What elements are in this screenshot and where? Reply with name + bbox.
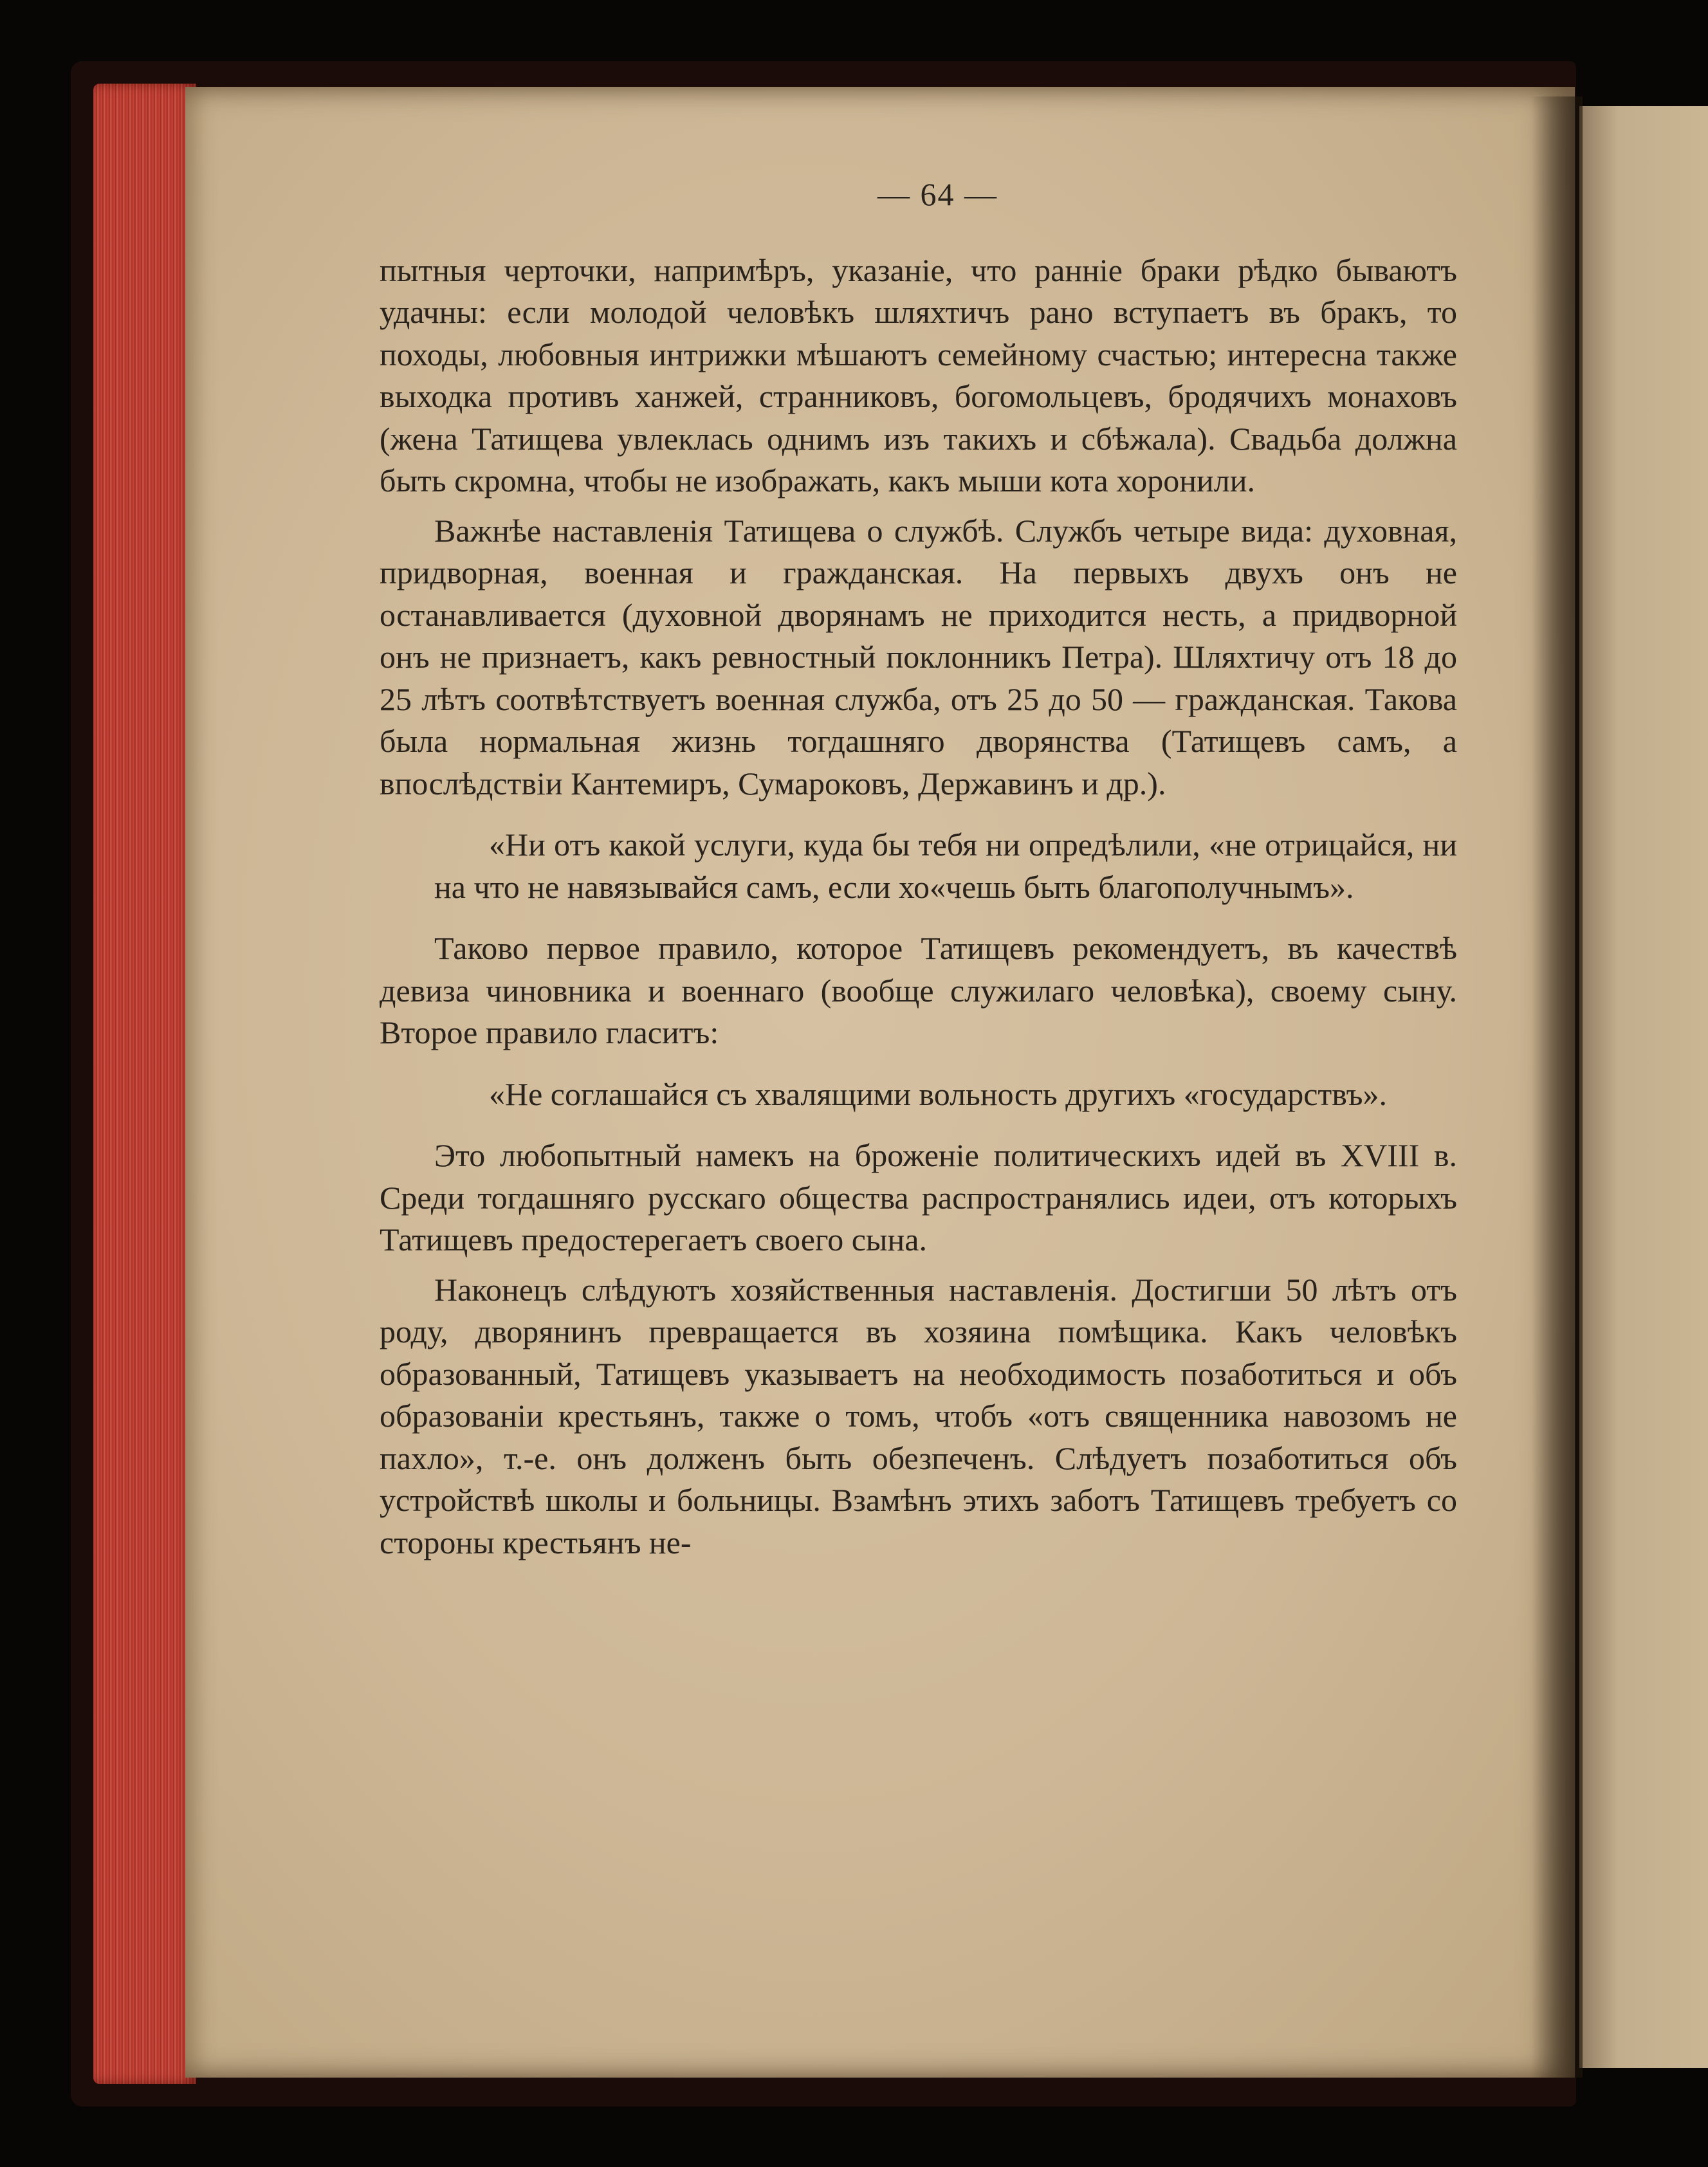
- paragraph: Наконецъ слѣдуютъ хозяйственныя наставленія. Достигши 50 лѣтъ отъ роду, дворянинъ превращается въ хозяина помѣщика. Какъ человѣкъ образованный, Татищевъ указываетъ на необходимость позаботиться и объ образованіи крестьянъ, также о томъ, чтобъ «отъ священника навозомъ не пахло», т.-е. онъ долженъ быть обезпеченъ. Слѣдуетъ позаботиться объ устройствѣ школы и больницы. Взамѣнъ этихъ заботъ Татищевъ требуетъ со стороны крестьянъ не-: [380, 1271, 1457, 1560]
- paragraph: Важнѣе наставленія Татищева о службѣ. Службъ четыре вида: духовная, придворная, военная и гражданская. На первыхъ двухъ онъ не останавливается (духовной дворянамъ не приходится несть, а придворной онъ не признаетъ, какъ ревностный поклонникъ Петра). Шляхтичу отъ 18 до 25 лѣтъ соотвѣтствуетъ военная служба, отъ 25 до 50 — гражданская. Такова была нормальная жизнь тогдашняго дворянства (Татищевъ самъ, а впослѣдствіи Кантемиръ, Сумароковъ, Державинъ и др.).: [380, 512, 1457, 801]
- page-number: — 64 —: [877, 176, 998, 212]
- facing-page: [1579, 106, 1708, 2068]
- block-quote: «Не соглашайся съ хвалящими вольность другихъ «государствъ».: [489, 1075, 1387, 1112]
- page-edges: [93, 84, 196, 2084]
- paragraph: Это любопытный намекъ на броженіе политическихъ идей въ XVIII в. Среди тогдашняго русскаго общества распространялись идеи, отъ которыхъ Татищевъ предостерегаетъ своего сына.: [380, 1137, 1457, 1257]
- gutter-shadow: [1531, 96, 1583, 2078]
- paragraph: Таково первое правило, которое Татищевъ рекомендуетъ, въ качествѣ девиза чиновника и военнаго (вообще служилаго человѣка), своему сыну. Второе правило гласитъ:: [380, 930, 1457, 1050]
- block-quote: «Ни отъ какой услуги, куда бы тебя ни опредѣлили, «не отрицайся, ни на что не навязывайся самъ, если хо«чешь быть благополучнымъ».: [434, 827, 1457, 905]
- paragraph: пытныя черточки, напримѣръ, указаніе, что ранніе браки рѣдко бываютъ удачны: если молодой человѣкъ шляхтичъ рано вступаетъ въ бракъ, то походы, любовныя интрижки мѣшаютъ семейному счастью; интересна также выходка противъ ханжей, странниковъ, богомольцевъ, бродячихъ монаховъ (жена Татищева увлеклась однимъ изъ такихъ и сбѣжала). Свадьба должна быть скромна, чтобы не изображать, какъ мыши кота хоронили.: [380, 251, 1457, 498]
- text-column: [380, 174, 1457, 1564]
